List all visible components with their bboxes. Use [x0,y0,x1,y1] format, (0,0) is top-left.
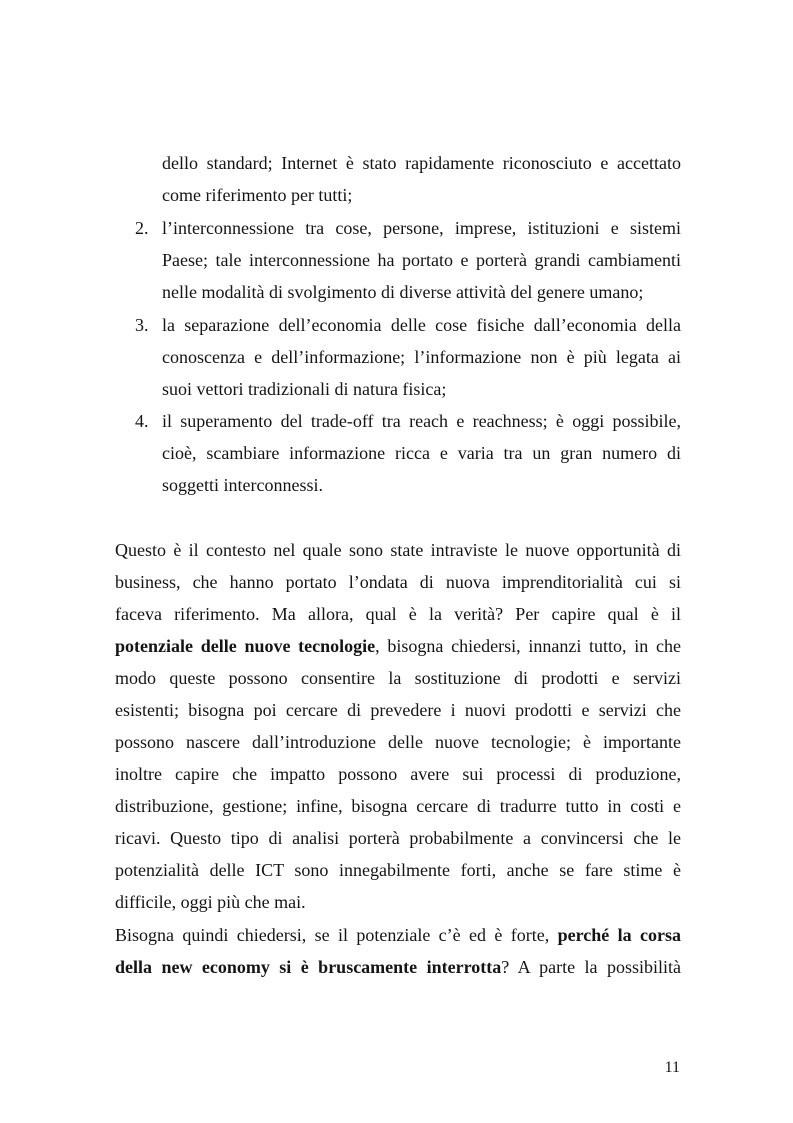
text-line: Questo è il contesto nel quale sono state intraviste le nuove opportunità di [115,540,681,560]
text-line: Paese; tale interconnessione ha portato e porterà grandi cambiamenti [162,250,681,270]
text-line: la separazione dell’economia delle cose fisiche dall’economia della [162,315,681,335]
text-line: soggetti interconnessi. [162,475,323,495]
text-span: , bisogna chiedersi, innanzi tutto, in che [375,636,681,656]
text-span: Bisogna quindi chiedersi, se il potenziale c’è ed è forte, [115,925,558,945]
text-line: business, che hanno portato l’ondata di nuova imprenditorialità cui si [115,572,681,592]
text-span: ? A parte la possibilità [501,957,681,977]
list-item-number: 4. [135,411,149,431]
bold-phrase: della new economy si è bruscamente interrotta [115,957,502,977]
text-line: il superamento del trade-off tra reach e reachness; è oggi possibile, [162,411,681,431]
list-item-number: 3. [135,315,149,335]
text-line: faceva riferimento. Ma allora, qual è la verità? Per capire qual è il [115,604,681,624]
text-line: suoi vettori tradizionali di natura fisica; [162,379,447,399]
text-line: nelle modalità di svolgimento di diverse attività del genere umano; [162,282,644,302]
bold-phrase: perché la corsa [557,925,681,945]
text-line [115,925,681,945]
text-line [115,957,681,977]
text-line: l’interconnessione tra cose, persone, imprese, istituzioni e sistemi [162,218,681,238]
text-line: potenzialità delle ICT sono innegabilmente forti, anche se fare stime è [115,860,681,880]
text-line: ricavi. Questo tipo di analisi porterà probabilmente a convincersi che le [115,828,681,848]
page-number: 11 [664,1059,680,1076]
text-line: distribuzione, gestione; infine, bisogna cercare di tradurre tutto in costi e [115,796,681,816]
text-line: come riferimento per tutti; [162,185,353,205]
text-line: dello standard; Internet è stato rapidamente riconosciuto e accettato [162,153,681,173]
text-line: difficile, oggi più che mai. [115,892,306,912]
text-line: esistenti; bisogna poi cercare di prevedere i nuovi prodotti e servizi che [115,700,681,720]
text-line: possono nascere dall’introduzione delle nuove tecnologie; è importante [115,732,681,752]
list-item-number: 2. [135,218,149,238]
text-line [115,636,681,656]
bold-phrase: potenziale delle nuove tecnologie [115,636,376,656]
text-line: conoscenza e dell’informazione; l’informazione non è più legata ai [162,347,681,367]
text-line: inoltre capire che impatto possono avere sui processi di produzione, [115,764,681,784]
text-line: cioè, scambiare informazione ricca e varia tra un gran numero di [162,443,681,463]
text-line: modo queste possono consentire la sostituzione di prodotti e servizi [115,668,681,688]
